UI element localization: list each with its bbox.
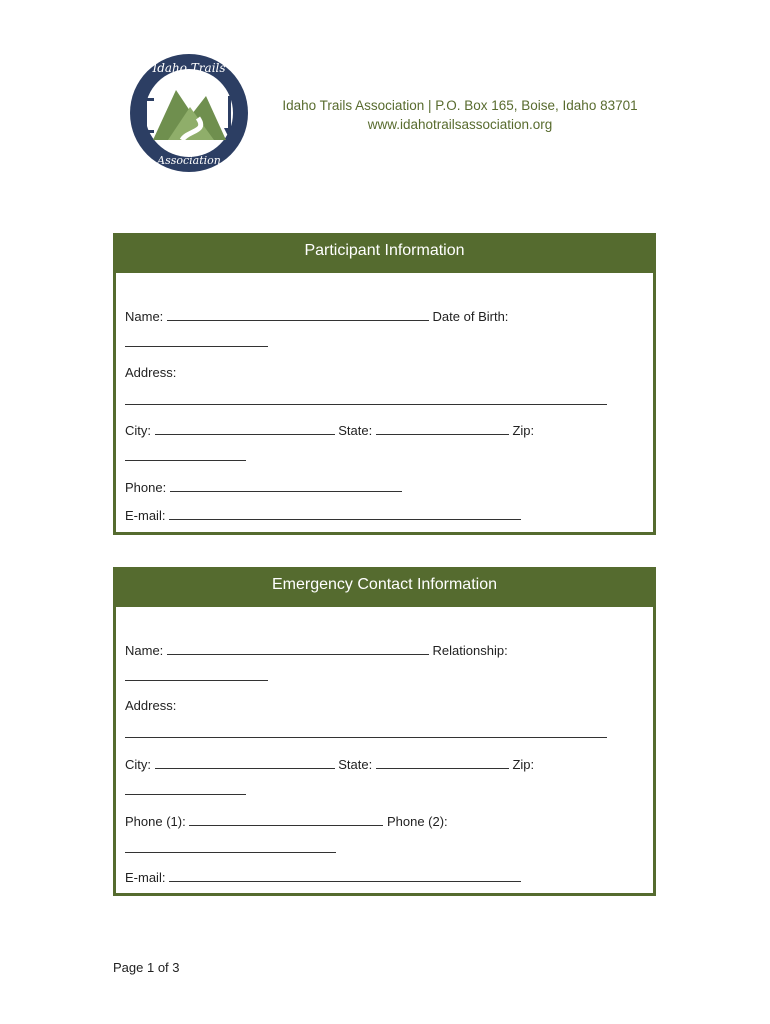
state-label: State:	[338, 423, 373, 438]
name-label: Name:	[125, 643, 164, 658]
participant-address-label-row	[125, 365, 176, 380]
name-label: Name:	[125, 309, 164, 324]
city-label: City:	[125, 423, 151, 438]
email-field[interactable]	[169, 507, 521, 520]
email-label: E-mail:	[125, 508, 166, 523]
participant-zip-row	[125, 448, 246, 464]
emergency-phone2-row	[125, 840, 336, 856]
phone1-field[interactable]	[189, 813, 383, 826]
emergency-name-field[interactable]	[167, 642, 429, 655]
phone2-label: Phone (2):	[386, 814, 448, 829]
name-field[interactable]	[167, 308, 429, 321]
emergency-zip-row	[125, 782, 246, 798]
phone-field[interactable]	[170, 479, 402, 492]
emergency-section	[113, 567, 656, 896]
phone2-field[interactable]	[125, 840, 336, 853]
address-label: Address:	[125, 365, 177, 380]
state-label: State:	[338, 757, 373, 772]
participant-name-row	[125, 308, 508, 324]
participant-address-row	[125, 392, 607, 408]
logo-bottom-text: Association	[157, 154, 221, 167]
participant-dob-row	[125, 334, 268, 350]
emergency-email-field[interactable]	[169, 869, 521, 882]
org-address-line: Idaho Trails Association | P.O. Box 165, Boise, Idaho 83701	[282, 98, 638, 113]
participant-city-row	[125, 422, 534, 438]
emergency-address-row	[125, 725, 607, 741]
emergency-address-label-row	[125, 698, 176, 713]
zip-field[interactable]	[125, 448, 246, 461]
emergency-zip-field[interactable]	[125, 782, 246, 795]
state-field[interactable]	[376, 422, 509, 435]
email-label: E-mail:	[125, 870, 166, 885]
idaho-trails-logo	[128, 52, 250, 174]
participant-section	[113, 233, 656, 535]
logo-top-text: Idaho Trails	[152, 61, 226, 75]
emergency-state-field[interactable]	[376, 756, 509, 769]
emergency-city-row	[125, 756, 534, 772]
org-website-link[interactable]: www.idahotrailsassociation.org	[367, 117, 553, 132]
relationship-label: Relationship:	[432, 643, 508, 658]
address-field[interactable]	[125, 392, 607, 405]
emergency-address-field[interactable]	[125, 725, 607, 738]
dob-label: Date of Birth:	[432, 309, 509, 324]
emergency-email-row	[125, 869, 521, 885]
city-label: City:	[125, 757, 151, 772]
org-header	[270, 96, 650, 134]
emergency-name-row	[125, 642, 508, 658]
emergency-city-field[interactable]	[155, 756, 335, 769]
emergency-section-title: Emergency Contact Information	[115, 569, 654, 607]
address-label: Address:	[125, 698, 177, 713]
participant-email-row	[125, 507, 521, 523]
participant-section-title: Participant Information	[115, 235, 654, 273]
page-number: Page 1 of 3	[113, 960, 180, 975]
phone-label: Phone:	[125, 480, 167, 495]
relationship-field[interactable]	[125, 668, 268, 681]
participant-phone-row	[125, 479, 402, 495]
phone1-label: Phone (1):	[125, 814, 186, 829]
city-field[interactable]	[155, 422, 335, 435]
zip-label: Zip:	[512, 757, 535, 772]
emergency-relationship-row	[125, 668, 268, 684]
emergency-phone-row	[125, 813, 448, 829]
dob-field[interactable]	[125, 334, 268, 347]
zip-label: Zip:	[512, 423, 535, 438]
